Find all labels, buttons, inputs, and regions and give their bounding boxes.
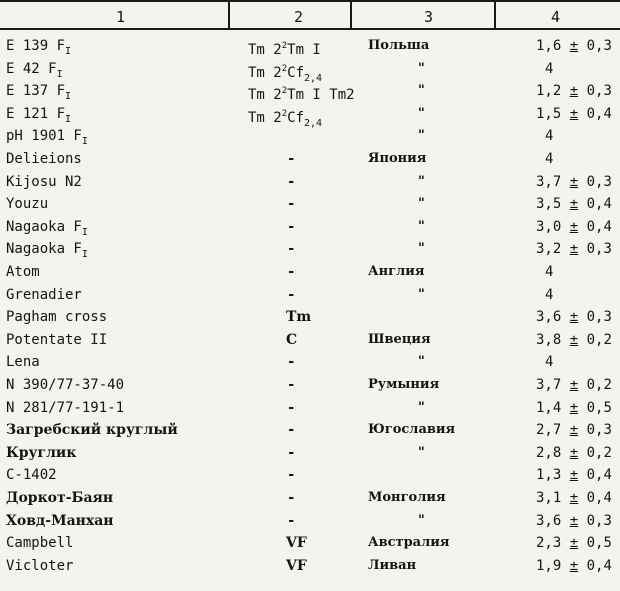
genotype-text: Tm 2 [248, 87, 282, 104]
plus-minus-sign: ± [569, 241, 579, 258]
table-row [0, 284, 620, 306]
genotype-rest: Tm I Tm2 [287, 87, 355, 104]
score-cell [536, 171, 612, 193]
score-error: 0,4 [586, 105, 612, 122]
genotype-cell [287, 374, 295, 396]
genotype-text: - [287, 377, 296, 393]
genotype-text: - [287, 490, 296, 506]
variety-subscript: I [81, 226, 88, 238]
table-row [0, 374, 620, 396]
score-cell [536, 442, 612, 464]
variety-name-text: Delieions [6, 151, 82, 167]
score-error: 0,2 [586, 331, 612, 348]
table-row [0, 419, 620, 441]
genotype-cell [287, 510, 295, 532]
genotype-text: C [286, 331, 298, 348]
variety-name [6, 532, 73, 554]
variety-name-text: Campbell [6, 535, 74, 552]
ditto-mark: " [418, 444, 425, 460]
variety-name-text: N 390/77-37-40 [6, 377, 125, 393]
genotype-rest: Cf [287, 109, 304, 126]
score-value: 3,0 [536, 218, 562, 235]
score-value: 2,8 [536, 444, 562, 461]
plus-minus-sign: ± [569, 218, 579, 235]
plus-minus-sign: ± [569, 377, 579, 393]
genotype-text: - [287, 173, 296, 190]
country-name: Япония [368, 151, 427, 166]
genotype-text: - [287, 512, 296, 529]
score-value: 3,6 [536, 512, 562, 529]
plus-minus-sign: ± [569, 38, 579, 54]
variety-name-text: Доркот-Баян [6, 490, 114, 506]
variety-name [6, 171, 82, 193]
table-header [0, 0, 620, 30]
header-col-4: 4 [551, 8, 561, 26]
table-row [0, 442, 620, 464]
score-value: 3,7 [536, 377, 562, 393]
genotype-cell [287, 148, 295, 170]
variety-name-text: Kijosu N2 [6, 173, 82, 190]
table-row [0, 171, 620, 193]
score-value: 4 [545, 128, 554, 145]
country-name: Монголия [368, 490, 446, 505]
score-cell [536, 487, 612, 509]
variety-name-text: C-1402 [6, 467, 57, 484]
plus-minus-sign: ± [569, 331, 579, 348]
table-row [0, 35, 620, 57]
table-row [0, 532, 620, 554]
table-row [0, 58, 620, 84]
genotype-text: - [287, 241, 296, 258]
variety-name-text: Lena [6, 354, 40, 371]
genotype-cell [287, 351, 295, 373]
genotype-text: - [287, 354, 296, 371]
genotype-text: - [287, 467, 296, 484]
table-row [0, 487, 620, 509]
score-cell [536, 329, 612, 351]
plus-minus-sign: ± [569, 173, 579, 190]
variety-subscript: I [65, 46, 72, 57]
genotype-cell [286, 555, 307, 577]
genotype-cell [287, 397, 295, 419]
variety-name [6, 419, 178, 441]
table-row [0, 397, 620, 419]
genotype-text: VF [286, 535, 307, 552]
country-name: Ливан [368, 557, 417, 573]
score-cell [536, 238, 612, 260]
score-cell [536, 397, 612, 419]
genotype-cell [286, 329, 297, 351]
plus-minus-sign: ± [569, 444, 579, 461]
score-value: 1,9 [536, 557, 562, 574]
genotype-text: - [287, 196, 296, 213]
genotype-text: Tm 2 [248, 42, 282, 58]
variety-subscript: I [81, 136, 88, 148]
genotype-cell [286, 306, 311, 328]
score-value: 4 [545, 264, 554, 280]
genotype-cell [287, 261, 295, 283]
ditto-mark: " [418, 218, 425, 234]
score-cell [536, 103, 612, 125]
plus-minus-sign: ± [569, 490, 579, 506]
country-name: Югославия [368, 422, 456, 438]
score-error: 0,3 [586, 309, 612, 326]
variety-name [6, 487, 113, 509]
genotype-cell [287, 193, 295, 215]
score-cell [536, 419, 612, 441]
score-value: 1,3 [536, 467, 562, 484]
genotype-superscript: 2 [281, 86, 288, 97]
variety-name [6, 306, 107, 328]
variety-subscript: I [81, 249, 88, 261]
score-error: 0,5 [586, 399, 612, 416]
plus-minus-sign: ± [569, 557, 579, 574]
variety-name-text: Nagaoka F [6, 241, 82, 258]
ditto-mark: " [418, 60, 425, 76]
ditto-mark: " [418, 173, 425, 189]
ditto-mark: " [418, 354, 425, 370]
score-error: 0,4 [586, 557, 612, 574]
table-row [0, 103, 620, 129]
variety-name-text: E 139 F [6, 38, 66, 54]
genotype-subscript: 2,4 [304, 72, 323, 84]
variety-name [6, 193, 48, 215]
genotype-cell [287, 442, 295, 464]
variety-subscript: I [65, 91, 72, 103]
score-cell [536, 464, 612, 486]
variety-name [6, 510, 114, 532]
variety-name-text: Potentate II [6, 331, 108, 348]
plus-minus-sign: ± [569, 196, 579, 213]
variety-name-text: E 121 F [6, 105, 66, 122]
ditto-mark: " [418, 128, 425, 144]
variety-name-text: Круглик [6, 444, 77, 461]
score-value: 1,2 [536, 83, 562, 100]
country-name: Австралия [368, 535, 450, 551]
score-value: 3,2 [536, 241, 562, 258]
ditto-mark: " [418, 241, 425, 257]
genotype-superscript: 2 [281, 108, 288, 119]
variety-name-text: Nagaoka F [6, 218, 82, 235]
score-value: 4 [545, 286, 554, 303]
variety-name-text: E 42 F [6, 60, 57, 77]
genotype-cell [287, 419, 295, 441]
score-error: 0,4 [586, 490, 612, 506]
score-error: 0,3 [586, 241, 612, 258]
table-row [0, 125, 620, 147]
score-value: 2,3 [536, 535, 562, 552]
score-error: 0,5 [586, 535, 612, 552]
score-value: 1,4 [536, 399, 562, 416]
variety-name-text: pH 1901 F [6, 128, 82, 145]
variety-name-text: E 137 F [6, 83, 66, 100]
variety-name-text: Atom [6, 264, 40, 280]
table-row [0, 80, 620, 102]
variety-name-text: N 281/77-191-1 [6, 399, 125, 416]
ditto-mark: " [418, 286, 425, 302]
genotype-text: VF [286, 557, 307, 574]
score-value: 1,5 [536, 105, 562, 122]
table-row [0, 351, 620, 373]
variety-name [6, 329, 107, 351]
genotype-cell [287, 238, 295, 260]
header-col-1: 1 [116, 8, 126, 26]
score-error: 0,3 [586, 38, 612, 54]
country-name: Польша [368, 38, 430, 53]
variety-name-text: Ховд-Манхан [6, 512, 114, 529]
ditto-mark: " [418, 83, 425, 99]
genotype-text: - [287, 151, 296, 167]
score-value: 4 [545, 151, 554, 167]
variety-name-text: Youzu [6, 196, 49, 213]
variety-name [6, 374, 124, 396]
variety-name [6, 555, 73, 577]
score-cell [536, 306, 612, 328]
country-name: Швеция [368, 331, 431, 347]
score-value: 3,8 [536, 331, 562, 348]
genotype-subscript: 2,4 [304, 117, 323, 129]
table-row [0, 238, 620, 260]
variety-name [6, 397, 124, 419]
genotype-cell [287, 216, 295, 238]
ditto-mark: " [418, 196, 425, 212]
table-row [0, 510, 620, 532]
score-error: 0,3 [586, 512, 612, 529]
plus-minus-sign: ± [569, 309, 579, 326]
score-value: 3,5 [536, 196, 562, 213]
genotype-text: - [287, 444, 296, 461]
variety-name-text: Загребский круглый [6, 422, 178, 439]
score-cell [536, 555, 612, 577]
table-row [0, 193, 620, 215]
score-value: 2,7 [536, 422, 562, 439]
score-error: 0,3 [586, 173, 612, 190]
variety-subscript: I [65, 113, 72, 125]
variety-subscript: I [56, 68, 63, 80]
genotype-superscript: 2 [281, 63, 288, 74]
header-divider [494, 2, 496, 30]
ditto-mark: " [418, 512, 425, 528]
variety-name [6, 442, 76, 464]
plus-minus-sign: ± [569, 512, 579, 529]
table-row [0, 306, 620, 328]
genotype-text: - [287, 218, 296, 235]
header-col-2: 2 [294, 8, 304, 26]
score-error: 0,2 [586, 377, 612, 393]
plus-minus-sign: ± [569, 399, 579, 416]
genotype-text: - [287, 399, 296, 416]
genotype-cell [287, 487, 295, 509]
genotype-rest: Tm I [287, 42, 321, 58]
score-error: 0,4 [586, 467, 612, 484]
score-cell [536, 510, 612, 532]
variety-name [6, 464, 57, 486]
score-error: 0,3 [586, 83, 612, 100]
score-error: 0,3 [586, 422, 612, 439]
variety-name-text: Pagham cross [6, 309, 108, 326]
ditto-mark: " [418, 399, 425, 415]
plus-minus-sign: ± [569, 83, 579, 100]
variety-name [6, 148, 82, 170]
variety-name [6, 284, 82, 306]
score-value: 3,1 [536, 490, 562, 506]
variety-name [6, 261, 40, 283]
score-cell [536, 35, 612, 57]
country-name: Румыния [368, 377, 440, 392]
genotype-text: Tm 2 [248, 64, 282, 81]
genotype-text: Tm 2 [248, 109, 282, 126]
genotype-text: - [287, 286, 296, 303]
genotype-cell [287, 464, 295, 486]
genotype-cell [287, 171, 295, 193]
score-value: 1,6 [536, 38, 562, 54]
plus-minus-sign: ± [569, 105, 579, 122]
variety-name-text: Vicloter [6, 557, 74, 574]
score-error: 0,4 [586, 218, 612, 235]
ditto-mark: " [418, 105, 425, 121]
country-name: Англия [368, 264, 425, 279]
genotype-text: - [287, 264, 296, 280]
table-row [0, 329, 620, 351]
plus-minus-sign: ± [569, 422, 579, 439]
table-row [0, 555, 620, 577]
plus-minus-sign: ± [569, 467, 579, 484]
genotype-text: - [287, 422, 296, 439]
score-cell [536, 216, 612, 238]
score-error: 0,4 [586, 196, 612, 213]
score-cell [536, 80, 612, 102]
score-value: 4 [545, 60, 554, 77]
plus-minus-sign: ± [569, 535, 579, 552]
genotype-superscript: 2 [281, 41, 288, 51]
table-row [0, 261, 620, 283]
score-cell [536, 532, 612, 554]
score-value: 4 [545, 354, 554, 371]
score-value: 3,6 [536, 309, 562, 326]
variety-name [6, 351, 40, 373]
header-divider [228, 2, 230, 30]
score-value: 3,7 [536, 173, 562, 190]
table-row [0, 148, 620, 170]
score-cell [536, 193, 612, 215]
table-row [0, 464, 620, 486]
header-col-3: 3 [424, 8, 434, 26]
genotype-rest: Cf [287, 64, 304, 81]
genotype-cell [287, 284, 295, 306]
variety-name-text: Grenadier [6, 286, 82, 303]
header-divider [350, 2, 352, 30]
score-error: 0,2 [586, 444, 612, 461]
genotype-text: Tm [286, 309, 312, 326]
table-row [0, 216, 620, 238]
genotype-cell [286, 532, 307, 554]
score-cell [536, 374, 612, 396]
